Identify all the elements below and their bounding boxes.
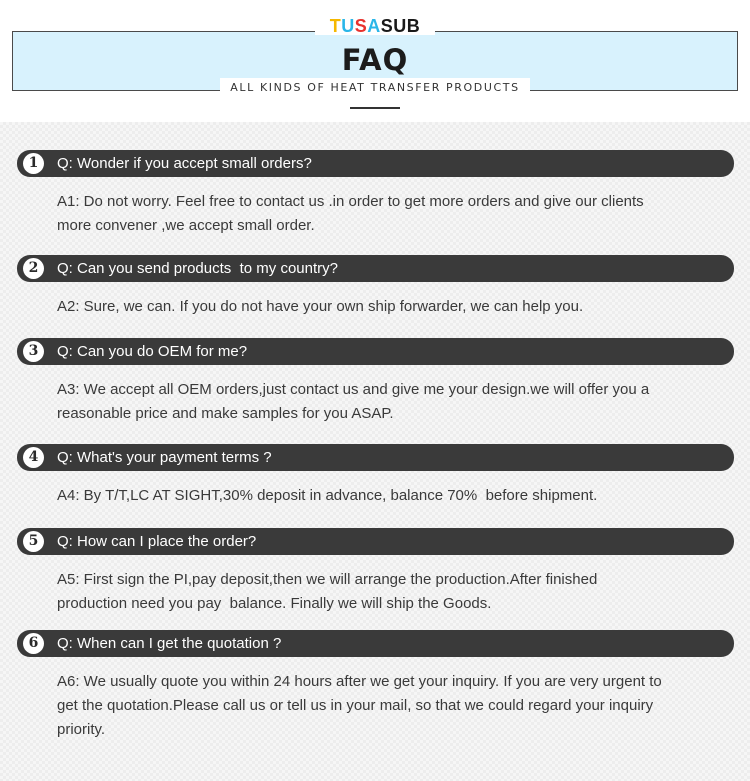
faq-question-4 bbox=[17, 444, 734, 471]
faq-question-6 bbox=[17, 630, 734, 657]
brand-letter: S bbox=[354, 16, 368, 36]
brand-letter: B bbox=[406, 16, 421, 36]
page-title: FAQ bbox=[341, 43, 409, 77]
question-text: Q: Wonder if you accept small orders? bbox=[57, 155, 312, 172]
brand-letter: U bbox=[341, 16, 355, 36]
faq-question-1 bbox=[17, 150, 734, 177]
page-subtitle: ALL KINDS OF HEAT TRANSFER PRODUCTS bbox=[230, 81, 520, 94]
number-badge: 4 bbox=[23, 447, 44, 468]
faq-answer-4: A4: By T/T,LC AT SIGHT,30% deposit in advance, balance 70% before shipment. bbox=[57, 487, 598, 504]
faq-answer-3: A3: We accept all OEM orders,just contact us and give me your design.we will offer you a reasonable price and make samples for you ASAP. bbox=[57, 381, 650, 422]
brand-letter: T bbox=[329, 16, 342, 36]
brand-letter: A bbox=[367, 16, 381, 36]
question-text: Q: Can you do OEM for me? bbox=[57, 343, 248, 360]
faq-question-3 bbox=[17, 338, 734, 365]
number-badge: 1 bbox=[23, 153, 44, 174]
brand-letter: U bbox=[393, 16, 407, 36]
number-badge: 3 bbox=[23, 341, 44, 362]
faq-answer-1: A1: Do not worry. Feel free to contact us .in order to get more orders and give our clients more convener ,we accept small order. bbox=[57, 193, 644, 234]
title-underline bbox=[350, 107, 400, 109]
faq-answer-5: A5: First sign the PI,pay deposit,then we will arrange the production.After finished production need you pay balance. Finally we will ship the Goods. bbox=[57, 571, 598, 612]
faq-answer-2: A2: Sure, we can. If you do not have your own ship forwarder, we can help you. bbox=[57, 298, 584, 315]
faq-question-2 bbox=[17, 255, 734, 282]
brand-logo bbox=[0, 16, 750, 36]
brand-letter: S bbox=[380, 16, 394, 36]
faq-answer-6: A6: We usually quote you within 24 hours after we get your inquiry. If you are very urgent to get the quotation.Please call us or tell us in your mail, so that we could regard your inquiry priority. bbox=[57, 673, 662, 738]
faq-question-5 bbox=[17, 528, 734, 555]
question-text: Q: What's your payment terms ? bbox=[57, 449, 272, 466]
question-text: Q: Can you send products to my country? bbox=[57, 260, 338, 277]
number-badge: 6 bbox=[23, 633, 44, 654]
number-badge: 5 bbox=[23, 531, 44, 552]
question-text: Q: When can I get the quotation ? bbox=[57, 635, 282, 652]
number-badge: 2 bbox=[23, 258, 44, 279]
faq-section bbox=[0, 122, 750, 781]
page-header bbox=[0, 0, 750, 122]
question-text: Q: How can I place the order? bbox=[57, 533, 257, 550]
